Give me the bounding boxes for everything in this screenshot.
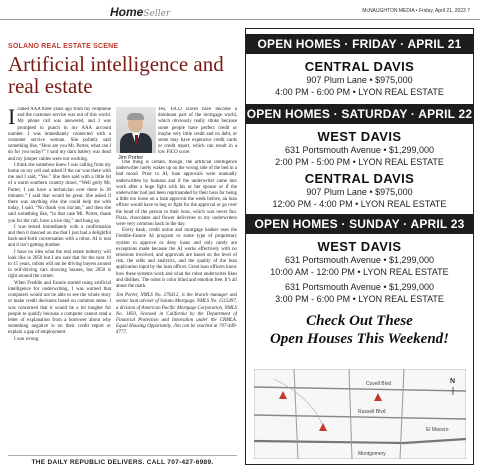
paragraph: I was wrong.: [14, 336, 40, 342]
section-label: SOLANO REAL ESTATE SCENE: [8, 43, 119, 50]
headline: Artificial intelligence and real estate: [8, 52, 224, 98]
paragraph: Yes, FICO scores have become a dominant part of the mortgage world, which obviously really stinks because some people have perfect credit or maybe very little credit and no debt, or some may have expensive credit cards or credit report, which can result in a low FICO score.: [158, 107, 237, 156]
listing-time: 4:00 PM - 6:00 PM • LYON REAL ESTATE: [275, 87, 444, 97]
open-homes-ad: [245, 28, 474, 465]
listing-address: 907 Plum Lane • $975,000: [306, 75, 413, 85]
listing-city: WEST DAVIS: [317, 129, 402, 144]
paragraph-text: called AAA three years ago from my cellphone and the customer service was out of this world. My phone call was answered, and I was prompted to punch in my AAA account number. I was immediately connected with a customer service woman. She politely said something like, “How are you Mr. Porter, what can I do for you today?” I said my darn battery was dead and my jumper cables were not working.: [8, 107, 111, 162]
listing-city: CENTRAL DAVIS: [304, 59, 415, 74]
footer-rule: [8, 455, 237, 456]
listing-city: CENTRAL DAVIS: [304, 171, 415, 186]
footer-promo: THE DAILY REPUBLIC DELIVERS. CALL 707-427-6989.: [31, 459, 214, 466]
section-logo: [110, 5, 170, 19]
photo-caption: Jim Porter: [118, 155, 144, 161]
paragraph: When Freddie and Fannie started using artificial intelligence for underwriting, I was warned that computers would not be able to see the whole story or make credit decisions based on common sense. I was concerned that it would be a lot tougher for people to qualify because a computer cannot read a letter of explanation from a borrower about why something negative is on their credit report or explain a gap of employment.: [8, 280, 111, 336]
listing-address: 631 Portsmouth Avenue • $1,299,000: [284, 255, 435, 265]
sunday-banner: OPEN HOMES · SUNDAY · APRIL 23: [246, 214, 473, 234]
listing-address: 907 Plum Lane • $975,000: [306, 187, 413, 197]
paragraph: I think she somehow knew I was calling from my home on my cell and asked if the car was there with me and I said, “Yes.” She then said with a little bit of a warm southern country drawl, “Well golly Mr. Porter, I can have a technician over there in 30 minutes.” I said that would be great. She asked if there was anything else she could help me with today, I said, “No thank you ma’am,” and then she said something like, “in that case Mr. Porter, thank you for the call, have a nice day,” and hung up.: [8, 162, 111, 224]
map-label: Russell Blvd: [358, 409, 386, 415]
listing-address: 631 Portsmouth Avenue • $1,299,000: [284, 282, 435, 292]
article-column-1: [8, 107, 111, 447]
section-logo-main: Home: [110, 5, 144, 19]
check-out-line-1: Check Out These: [306, 313, 413, 329]
map-label: Montgomery: [358, 451, 386, 457]
article-column-2-top: [158, 107, 237, 162]
map-label: El Macero: [426, 427, 449, 433]
article-column-2: [116, 160, 237, 447]
author-bio: Jim Porter, NMLS No. 276412, is the branch manager and senior loan adviser of Solano Mortgage, NMLS No. 1515497, a division of American Pacific Mortgage Corporation, NMLS No. 1850, licensed in California by the Department of Financial Protection and Innovation under the CRMLA. Equal Housing Opportunity. Jim can be reached at 707-449-4777.: [116, 293, 237, 336]
author-photo: [116, 107, 156, 153]
saturday-banner: OPEN HOMES · SATURDAY · APRIL 22: [246, 104, 473, 124]
listing-time: 10:00 AM - 12:00 PM • LYON REAL ESTATE: [270, 267, 449, 277]
paragraph: I was texted immediately with a confirmation and then it dawned on me that I just had a delightful back-and-forth conversation with a robot. AI is real and it isn’t getting dumber.: [8, 224, 111, 249]
listing-city: WEST DAVIS: [317, 239, 402, 254]
listing-time: 3:00 PM - 6:00 PM • LYON REAL ESTATE: [275, 294, 444, 304]
listing-time: 2:00 PM - 5:00 PM • LYON REAL ESTATE: [275, 157, 444, 167]
dropcap: I: [8, 107, 16, 129]
paragraph: [8, 107, 111, 163]
paragraph: I have no idea what the real estate industry will look like in 2050 but I am sure that for the next 10 to 15 years, robots will not be driving buyers around in self-driving cars showing houses, but 2050 is right around the corner.: [8, 249, 111, 280]
dateline: McNAUGHTON MEDIA • Friday, April 21, 2023 7: [362, 8, 470, 14]
area-map: [254, 369, 466, 459]
header-rule: [0, 19, 480, 20]
check-out-line-2: Open Houses This Weekend!: [269, 331, 450, 347]
north-arrow-label: N: [450, 378, 456, 385]
section-logo-sub: Seller: [143, 9, 171, 19]
paragraph: Every bank, credit union and mortgage banker uses the Freddie-Fannie AI program or some type of proprietary system to approve or deny loans and only rarely are exceptions made because the AI works effectively with no emotions involved, and approvals are based on the level of risk, the odds and analytics, and the quality of the loan application input by the loan officer. Great loan officers know how these systems work and what the robot underwriter likes and dislikes. The robot is color blind and emotion free. It’s all about the math.: [116, 228, 237, 290]
friday-banner: OPEN HOMES · FRIDAY · APRIL 21: [246, 34, 473, 54]
map-label: Covell Blvd: [366, 381, 392, 387]
listing-time: 12:00 PM - 4:00 PM • LYON REAL ESTATE: [272, 199, 447, 209]
listing-address: 631 Portsmouth Avenue • $1,299,000: [284, 145, 435, 155]
paragraph: One thing is certain, though, the artificial intelligence underwriter rarely wakes up on the wrong side of the bed in a bad mood. Prior to AI, loan approvals were manually underwritten by humans and if the underwriter came into work after a huge fight with his or her spouse or if the underwriter had just been reprimanded by their boss for being a little too loose on a loan approval the week before, an loan officer would have to beg or fight for the approval or go over the head of the person to their boss, which was never fun. Pizza, chocolates and flower deliveries to my underwriters were very common back in the day.: [116, 160, 237, 228]
